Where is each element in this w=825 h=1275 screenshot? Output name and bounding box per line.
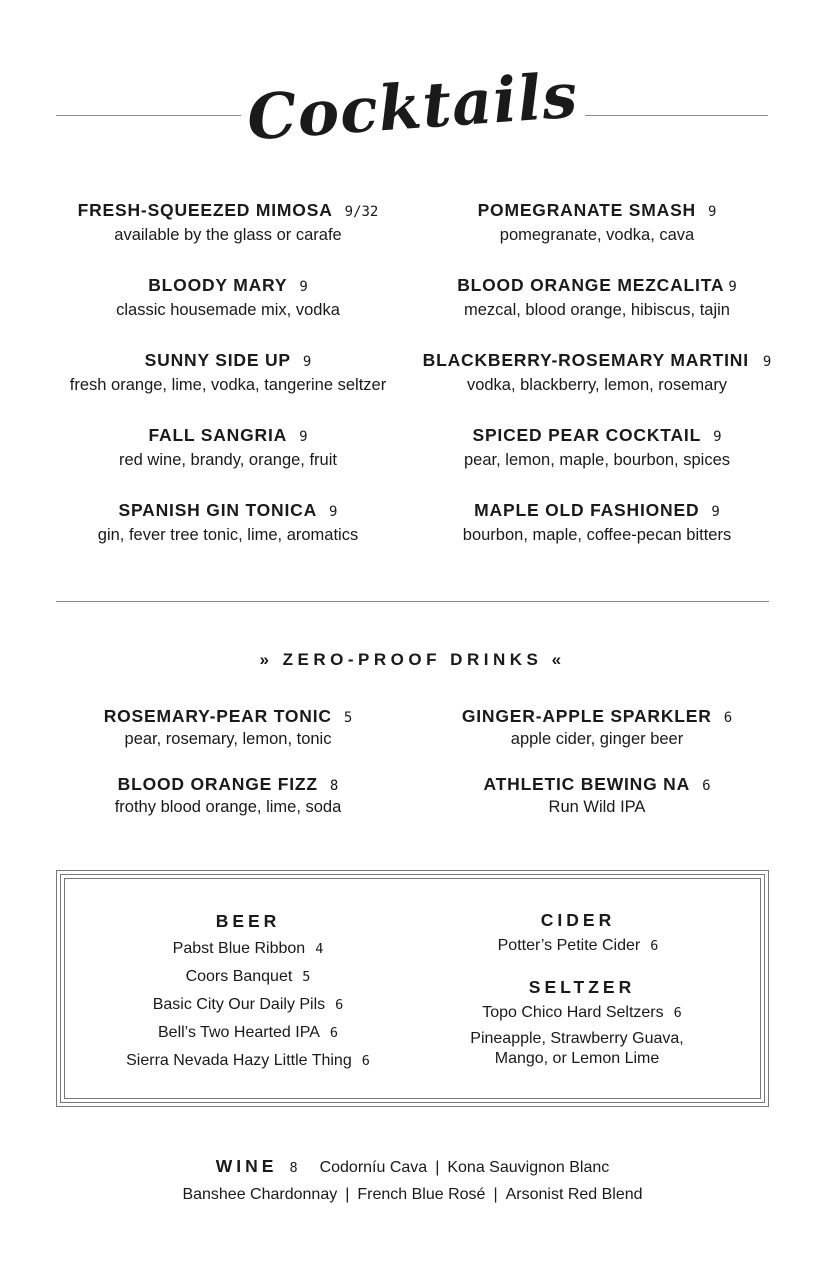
item-description: apple cider, ginger beer xyxy=(510,730,684,748)
wine-item: Codorníu Cava xyxy=(319,1159,428,1176)
item-price: 8 xyxy=(329,778,339,794)
wine-line-1: WINE 8 Codorníu Cava | Kona Sauvignon Blanc xyxy=(215,1156,610,1176)
item-description: vodka, blackberry, lemon, rosemary xyxy=(466,376,728,394)
menu-item xyxy=(28,706,428,749)
item-description: available by the glass or carafe xyxy=(114,226,342,244)
item-name: BLACKBERRY-ROSEMARY MARTINI xyxy=(422,350,749,370)
menu-item xyxy=(397,774,797,817)
item-name: FRESH-SQUEEZED MIMOSA xyxy=(77,200,333,220)
item-description: mezcal, blood orange, hibiscus, tajin xyxy=(464,301,730,319)
item-price: 9 xyxy=(707,204,717,220)
item-price: 9 xyxy=(711,504,720,520)
wine-line-2: Banshee Chardonnay | French Blue Rosé | Arsonist Red Blend xyxy=(182,1186,643,1203)
menu-item xyxy=(28,200,428,245)
zero-proof-heading: » ZERO-PROOF DRINKS « xyxy=(259,650,566,669)
seltzer-flavors: Pineapple, Strawberry Guava, xyxy=(470,1030,684,1047)
item-name: FALL SANGRIA xyxy=(148,425,288,445)
cider-heading: CIDER xyxy=(540,910,616,930)
menu-item xyxy=(397,200,797,245)
seltzer-heading: SELTZER xyxy=(528,977,636,997)
item-description: pomegranate, vodka, cava xyxy=(499,226,695,244)
menu-item xyxy=(397,275,797,320)
item-description: pear, rosemary, lemon, tonic xyxy=(124,730,332,748)
wine-item: French Blue Rosé xyxy=(357,1186,486,1203)
item-name: POMEGRANATE SMASH xyxy=(477,200,696,220)
beer-item: Pabst Blue Ribbon 4 xyxy=(172,940,324,957)
item-name: GINGER-APPLE SPARKLER xyxy=(461,706,712,726)
menu-item xyxy=(397,500,797,545)
beer-heading: BEER xyxy=(215,911,281,931)
beer-item: Sierra Nevada Hazy Little Thing 6 xyxy=(126,1052,370,1069)
beer-item: Basic City Our Daily Pils 6 xyxy=(152,996,344,1013)
seltzer-flavors: Mango, or Lemon Lime xyxy=(494,1050,660,1067)
menu-item xyxy=(397,425,797,470)
seltzer-section xyxy=(382,977,782,1069)
item-price: 9 xyxy=(302,354,312,370)
menu-item xyxy=(28,774,428,817)
wine-price: 8 xyxy=(289,1160,298,1176)
menu-item xyxy=(397,350,797,395)
menu-item xyxy=(28,275,428,320)
wine-item: Arsonist Red Blend xyxy=(505,1186,643,1203)
menu-item xyxy=(28,350,428,395)
wine-item: Kona Sauvignon Blanc xyxy=(447,1159,610,1176)
item-price: 9 xyxy=(713,429,722,445)
item-name: ATHLETIC BEWING NA xyxy=(483,774,691,794)
item-description: Run Wild IPA xyxy=(548,798,646,816)
item-name: BLOODY MARY xyxy=(148,275,288,295)
item-price: 9 xyxy=(299,279,308,295)
cider-section xyxy=(378,910,778,960)
item-name: MAPLE OLD FASHIONED xyxy=(474,500,700,520)
item-description: fresh orange, lime, vodka, tangerine seltzer xyxy=(69,376,387,394)
item-description: bourbon, maple, coffee-pecan bitters xyxy=(462,526,732,544)
item-name: SPANISH GIN TONICA xyxy=(118,500,318,520)
seltzer-item: Topo Chico Hard Seltzers 6 xyxy=(482,1004,682,1021)
item-description: classic housemade mix, vodka xyxy=(116,301,340,319)
item-price: 6 xyxy=(723,710,733,726)
wine-heading: WINE xyxy=(215,1156,278,1176)
item-price: 5 xyxy=(343,710,353,726)
beer-item: Coors Banquet 5 xyxy=(185,968,311,985)
item-price: 6 xyxy=(702,778,711,794)
item-price: 9 xyxy=(329,504,338,520)
item-name: SPICED PEAR COCKTAIL xyxy=(472,425,702,445)
item-price: 9 xyxy=(299,429,308,445)
section-divider xyxy=(56,601,769,602)
item-name: ROSEMARY-PEAR TONIC xyxy=(103,706,332,726)
item-price: 9 xyxy=(762,354,772,370)
item-price: 9 xyxy=(728,279,737,295)
item-name: BLOOD ORANGE MEZCALITA xyxy=(457,275,725,295)
item-description: gin, fever tree tonic, lime, aromatics xyxy=(97,526,359,544)
item-description: red wine, brandy, orange, fruit xyxy=(119,451,337,469)
item-name: SUNNY SIDE UP xyxy=(144,350,291,370)
wine-item: Banshee Chardonnay xyxy=(182,1186,338,1203)
item-description: frothy blood orange, lime, soda xyxy=(114,798,342,816)
item-description: pear, lemon, maple, bourbon, spices xyxy=(464,451,730,469)
menu-item xyxy=(28,425,428,470)
item-name: BLOOD ORANGE FIZZ xyxy=(117,774,318,794)
beer-item: Bell’s Two Hearted IPA 6 xyxy=(158,1024,338,1041)
menu-item xyxy=(28,500,428,545)
menu-item xyxy=(397,706,797,749)
page-title: Cocktails xyxy=(0,62,825,152)
item-price: 9/32 xyxy=(344,204,379,220)
cider-item: Potter’s Petite Cider 6 xyxy=(497,937,659,954)
